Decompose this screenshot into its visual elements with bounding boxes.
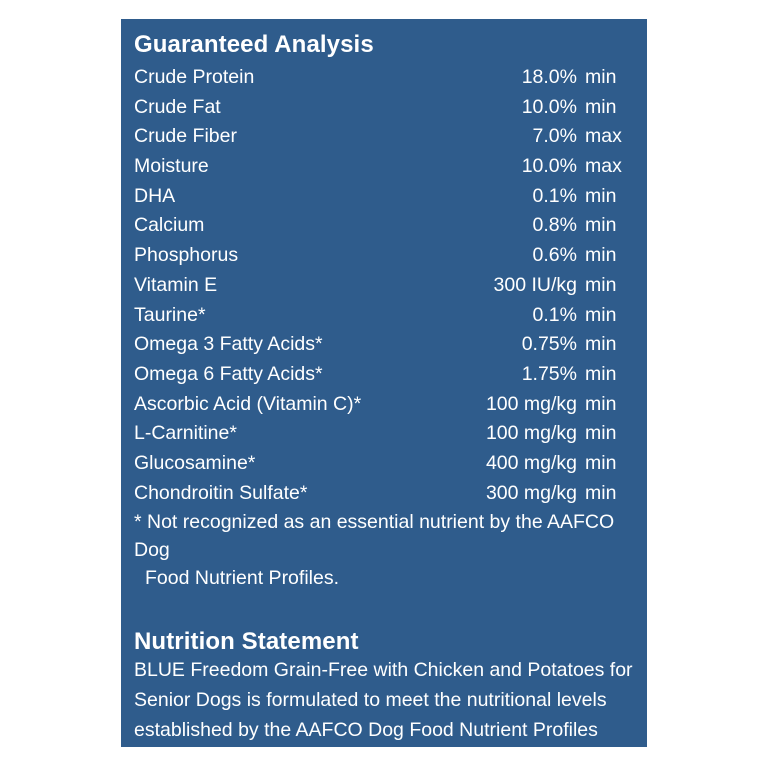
nutrient-qualifier: min <box>585 184 617 207</box>
nutrition-statement-section <box>134 628 633 775</box>
nutrient-name: L-Carnitine* <box>134 422 237 445</box>
nutrient-qualifier: max <box>585 155 622 178</box>
nutrient-name: Moisture <box>134 155 209 178</box>
nutrition-statement-heading: Nutrition Statement <box>134 628 359 656</box>
nutrient-name: DHA <box>134 184 176 207</box>
nutrient-qualifier: min <box>585 333 617 356</box>
nutrition-label-panel <box>121 19 647 771</box>
analysis-row <box>134 93 633 123</box>
nutrient-amount: 100 mg/kg <box>485 392 577 415</box>
nutrient-amount: 7.0% <box>532 125 577 148</box>
nutrient-amount: 0.6% <box>532 244 577 267</box>
nutrient-amount: 100 mg/kg <box>485 422 577 445</box>
analysis-row <box>134 211 633 241</box>
footnote-line-2: Food Nutrient Profiles. <box>145 567 340 590</box>
analysis-row <box>134 479 633 509</box>
analysis-row <box>134 330 633 360</box>
nutrient-name: Chondroitin Sulfate* <box>134 481 308 504</box>
nutrient-qualifier: min <box>585 66 617 88</box>
nutrient-name: Glucosamine* <box>134 451 256 474</box>
statement-line: for maintenance. <box>134 748 280 771</box>
analysis-row <box>134 122 633 152</box>
nutrient-amount: 10.0% <box>521 95 577 118</box>
nutrient-amount: 0.1% <box>532 184 577 207</box>
nutrition-statement-text <box>134 656 633 775</box>
nutrient-name: Phosphorus <box>134 244 239 267</box>
aafco-footnote <box>134 508 633 592</box>
nutrient-name: Ascorbic Acid (Vitamin C)* <box>134 392 362 415</box>
nutrient-amount: 300 IU/kg <box>493 273 577 296</box>
nutrient-amount: 0.1% <box>532 303 577 326</box>
nutrient-amount: 18.0% <box>521 66 577 88</box>
nutrient-qualifier: max <box>585 125 622 148</box>
nutrient-name: Crude Protein <box>134 66 255 88</box>
nutrient-qualifier: min <box>585 392 617 415</box>
nutrient-qualifier: min <box>585 303 617 326</box>
analysis-row <box>134 271 633 301</box>
nutrient-name: Vitamin E <box>134 273 218 296</box>
statement-line: BLUE Freedom Grain-Free with Chicken and Potatoes for <box>134 659 633 682</box>
nutrient-qualifier: min <box>585 244 617 267</box>
analysis-row <box>134 182 633 212</box>
nutrient-amount: 300 mg/kg <box>485 481 577 504</box>
nutrient-qualifier: min <box>585 481 617 504</box>
statement-line: Senior Dogs is formulated to meet the nutritional levels <box>134 689 607 712</box>
nutrient-name: Crude Fiber <box>134 125 237 148</box>
nutrient-name: Omega 3 Fatty Acids* <box>134 333 323 356</box>
analysis-table <box>134 63 633 508</box>
nutrient-name: Calcium <box>134 214 205 237</box>
nutrient-qualifier: min <box>585 214 617 237</box>
footnote-line-1: * Not recognized as an essential nutrient by the AAFCO Dog <box>134 511 615 562</box>
nutrient-amount: 10.0% <box>521 155 577 178</box>
analysis-row <box>134 152 633 182</box>
analysis-row <box>134 241 633 271</box>
analysis-row <box>134 360 633 390</box>
guaranteed-analysis-heading: Guaranteed Analysis <box>134 31 374 58</box>
nutrient-name: Crude Fat <box>134 95 221 118</box>
nutrient-qualifier: min <box>585 422 617 445</box>
analysis-row <box>134 301 633 331</box>
nutrient-qualifier: min <box>585 273 617 296</box>
nutrient-name: Taurine* <box>134 303 206 326</box>
analysis-row <box>134 390 633 420</box>
nutrient-qualifier: min <box>585 95 617 118</box>
nutrient-amount: 0.75% <box>521 333 577 356</box>
nutrient-name: Omega 6 Fatty Acids* <box>134 362 323 385</box>
nutrient-amount: 0.8% <box>532 214 577 237</box>
nutrient-qualifier: min <box>585 451 617 474</box>
statement-line: established by the AAFCO Dog Food Nutrient Profiles <box>134 718 598 741</box>
analysis-row <box>134 63 633 93</box>
analysis-row <box>134 419 633 449</box>
nutrient-qualifier: min <box>585 362 617 385</box>
nutrient-amount: 400 mg/kg <box>485 451 577 474</box>
analysis-row <box>134 449 633 479</box>
nutrient-amount: 1.75% <box>521 362 577 385</box>
